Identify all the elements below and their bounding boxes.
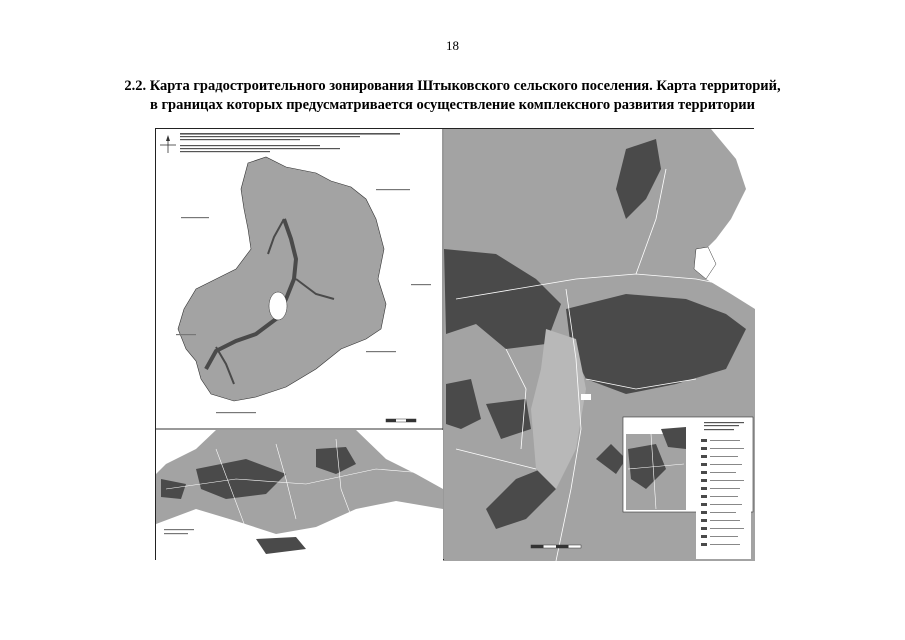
zoning-map-figure bbox=[155, 128, 754, 560]
scale-bar-icon bbox=[386, 419, 416, 422]
scale-bar-icon bbox=[531, 545, 581, 548]
village-zoning-panel bbox=[444, 129, 755, 561]
page-number: 18 bbox=[446, 38, 459, 53]
title-line-2: в границах которых предусматривается осуществление комплексного развития территории bbox=[149, 97, 755, 113]
north-arrow-icon bbox=[160, 135, 176, 153]
village-detail-panel-left bbox=[156, 430, 443, 561]
title-line-1: 2.2. Карта градостроительного зонирования Штыковского сельского поселения. Карта территорий, bbox=[124, 78, 781, 94]
page-title bbox=[60, 77, 845, 115]
zoning-map-image bbox=[156, 129, 755, 561]
settlement-overview-panel bbox=[160, 133, 431, 422]
map-legend bbox=[696, 419, 751, 559]
